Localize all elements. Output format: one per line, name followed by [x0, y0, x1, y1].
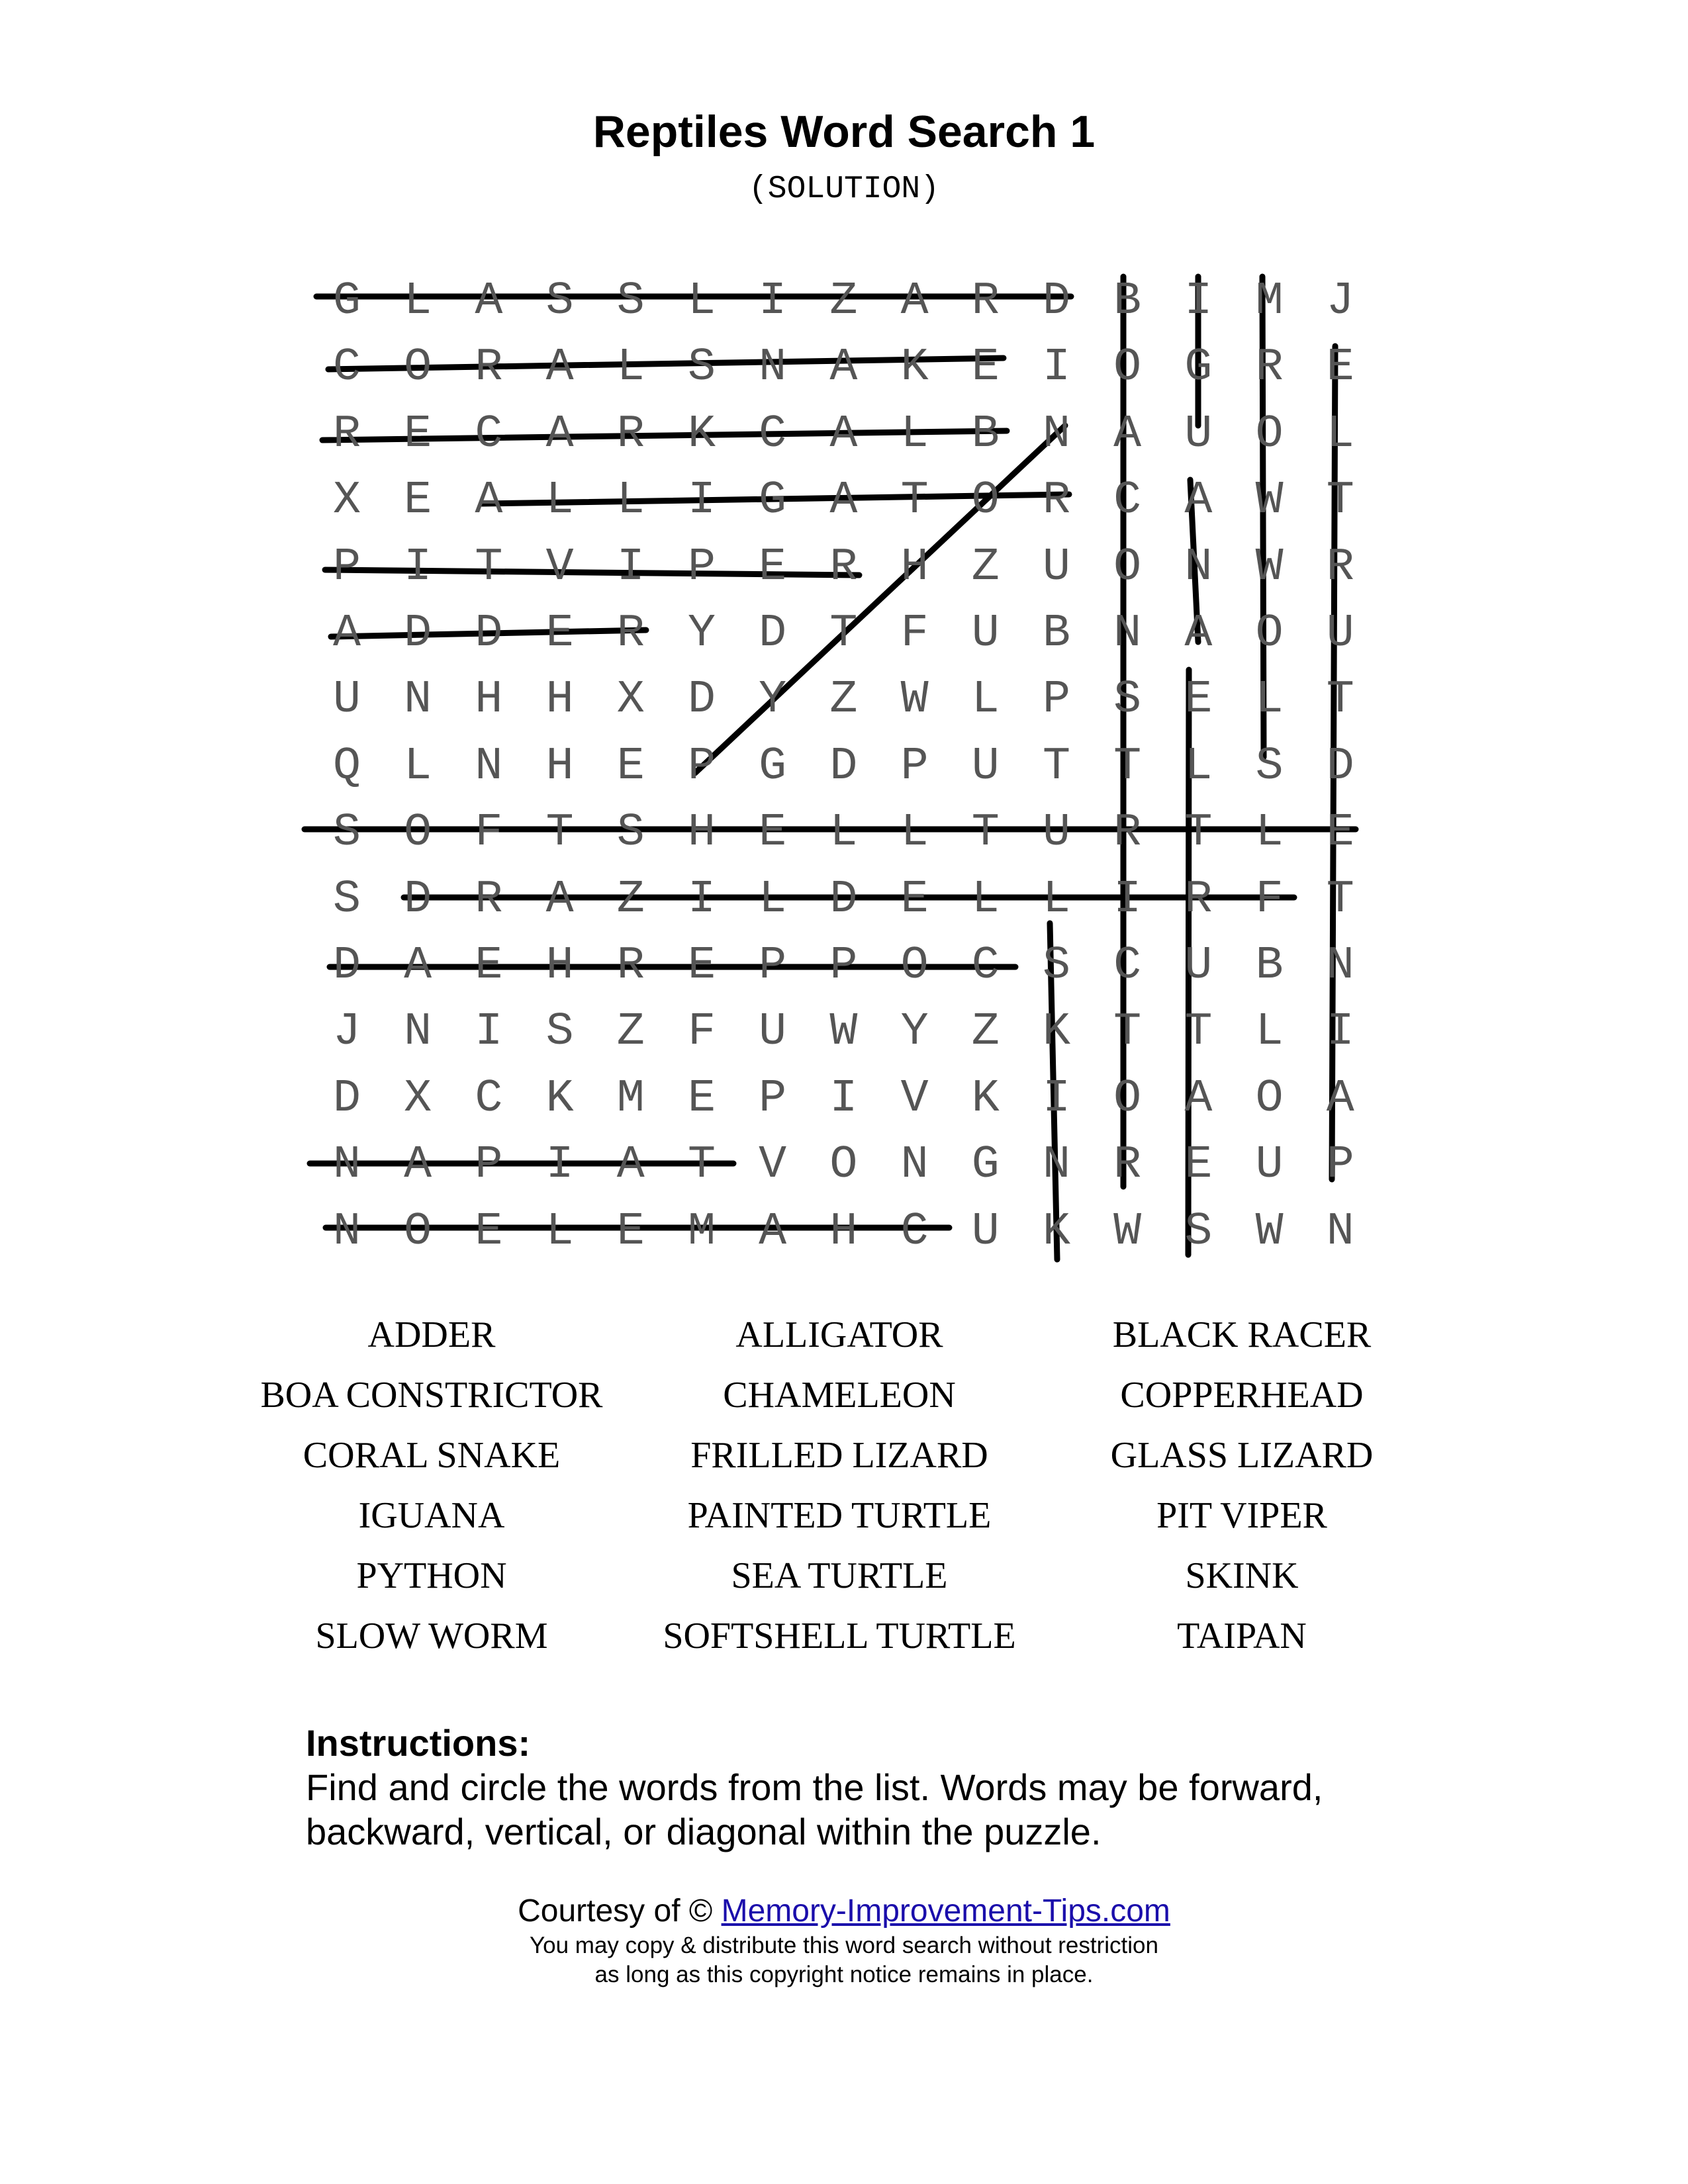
- grid-letter: Z: [616, 1006, 645, 1059]
- grid-letter: S: [332, 873, 361, 926]
- grid-letter: S: [545, 275, 574, 328]
- grid-letter: G: [971, 1139, 1000, 1192]
- grid-letter: L: [829, 807, 858, 860]
- grid-letter: O: [1113, 541, 1142, 594]
- grid-letter: I: [687, 873, 716, 926]
- word-list-row: [0, 1374, 1688, 1434]
- grid-letter: O: [1255, 608, 1284, 660]
- grid-letter: R: [1184, 873, 1213, 926]
- grid-letter: A: [545, 408, 574, 461]
- grid-letter: E: [1326, 341, 1354, 394]
- grid-letter: O: [829, 1139, 858, 1192]
- grid-letter: Z: [829, 275, 858, 328]
- grid-letter: E: [1326, 807, 1354, 860]
- grid-letter: S: [1255, 740, 1284, 793]
- grid-letter: L: [1042, 873, 1070, 926]
- grid-letter: H: [545, 740, 574, 793]
- grid-letter: G: [332, 275, 361, 328]
- page-subtitle: (SOLUTION): [748, 171, 940, 207]
- grid-letter: I: [1113, 873, 1142, 926]
- grid-letter: K: [971, 1072, 1000, 1125]
- grid-letter: R: [616, 408, 645, 461]
- grid-letter: E: [616, 1205, 645, 1258]
- word-list-item: ADDER: [367, 1314, 496, 1355]
- word-list-item: SKINK: [1185, 1555, 1299, 1596]
- grid-letter: L: [1255, 807, 1284, 860]
- grid-letter: D: [332, 1072, 361, 1125]
- grid-letter: V: [545, 541, 574, 594]
- grid-letter: T: [1184, 807, 1213, 860]
- grid-letter: U: [971, 1205, 1000, 1258]
- grid-letter: S: [616, 807, 645, 860]
- grid-letter: I: [1042, 1072, 1070, 1125]
- grid-letter: C: [332, 341, 361, 394]
- grid-letter: R: [971, 275, 1000, 328]
- grid-letter: C: [1113, 475, 1142, 527]
- grid-letter: X: [332, 475, 361, 527]
- word-list: [0, 1314, 1688, 1675]
- grid-letter: W: [1113, 1205, 1142, 1258]
- grid-letter: O: [404, 807, 432, 860]
- grid-letter: R: [1113, 807, 1142, 860]
- grid-letter: A: [332, 608, 361, 660]
- grid-letter: P: [900, 740, 929, 793]
- grid-letter: R: [616, 940, 645, 992]
- word-list-item: GLASS LIZARD: [1110, 1435, 1374, 1476]
- grid-letter: U: [1255, 1139, 1284, 1192]
- grid-letter: W: [1255, 1205, 1284, 1258]
- grid-letter: X: [616, 674, 645, 727]
- grid-letter: Y: [687, 608, 716, 660]
- grid-letter: T: [1113, 1006, 1142, 1059]
- grid-letter: L: [1326, 408, 1354, 461]
- grid-letter: L: [971, 873, 1000, 926]
- grid-letter: Q: [332, 740, 361, 793]
- word-list-item: BOA CONSTRICTOR: [260, 1375, 603, 1416]
- courtesy-prefix: Courtesy of ©: [518, 1893, 713, 1929]
- grid-letter: I: [475, 1006, 503, 1059]
- grid-letter: K: [900, 341, 929, 394]
- grid-letter: A: [1184, 475, 1213, 527]
- grid-letter: Z: [829, 674, 858, 727]
- grid-letter: B: [971, 408, 1000, 461]
- grid-letter: T: [687, 1139, 716, 1192]
- grid-letter: H: [900, 541, 929, 594]
- grid-letter: T: [545, 807, 574, 860]
- grid-letter: I: [1184, 275, 1213, 328]
- grid-letter: N: [332, 1205, 361, 1258]
- grid-letter: I: [759, 275, 787, 328]
- grid-letter: O: [1113, 341, 1142, 394]
- grid-letter: K: [687, 408, 716, 461]
- grid-letter: D: [332, 940, 361, 992]
- grid-letter: T: [1326, 674, 1354, 727]
- grid-letter: P: [687, 740, 716, 793]
- copyright-notice-line-2: as long as this copyright notice remains in place.: [594, 1962, 1094, 1987]
- word-list-item: TAIPAN: [1177, 1615, 1307, 1657]
- grid-letter: D: [475, 608, 503, 660]
- grid-letter: D: [404, 608, 432, 660]
- grid-letter: A: [616, 1139, 645, 1192]
- footer: [0, 1891, 1688, 1989]
- grid-letter: T: [900, 475, 929, 527]
- word-list-item: FRILLED LIZARD: [690, 1435, 988, 1476]
- grid-letter: N: [1326, 1205, 1354, 1258]
- grid-letter: R: [1326, 541, 1354, 594]
- grid-letter: A: [829, 475, 858, 527]
- grid-letter: N: [1326, 940, 1354, 992]
- word-list-item: SOFTSHELL TURTLE: [663, 1615, 1016, 1657]
- grid-letter: P: [759, 1072, 787, 1125]
- grid-letter: L: [404, 275, 432, 328]
- word-list-row: [0, 1555, 1688, 1615]
- grid-letter: L: [759, 873, 787, 926]
- grid-letter: X: [404, 1072, 432, 1125]
- grid-letter: L: [900, 408, 929, 461]
- grid-letter: A: [1184, 608, 1213, 660]
- word-list-item: CHAMELEON: [723, 1375, 956, 1416]
- grid-letter: L: [616, 475, 645, 527]
- grid-letter: Y: [759, 674, 787, 727]
- grid-letter: A: [829, 341, 858, 394]
- word-list-item: SEA TURTLE: [731, 1555, 948, 1596]
- grid-letter: G: [1184, 341, 1213, 394]
- grid-letter: Z: [971, 1006, 1000, 1059]
- grid-letter: O: [971, 475, 1000, 527]
- grid-letter: T: [1184, 1006, 1213, 1059]
- grid-letter: H: [829, 1205, 858, 1258]
- grid-letter: D: [687, 674, 716, 727]
- grid-letter: A: [545, 341, 574, 394]
- grid-letter: T: [829, 608, 858, 660]
- grid-letter: O: [1255, 408, 1284, 461]
- grid-letter: V: [759, 1139, 787, 1192]
- grid-letter: T: [475, 541, 503, 594]
- grid-letter: E: [759, 541, 787, 594]
- grid-letter: G: [759, 475, 787, 527]
- grid-letter: L: [545, 1205, 574, 1258]
- grid-letter: O: [1113, 1072, 1142, 1125]
- grid-letter: F: [1255, 873, 1284, 926]
- grid-letter: C: [475, 408, 503, 461]
- grid-letter: N: [1184, 541, 1213, 594]
- grid-letter: I: [545, 1139, 574, 1192]
- grid-letter: L: [404, 740, 432, 793]
- grid-letter: V: [900, 1072, 929, 1125]
- grid-letter: T: [1113, 740, 1142, 793]
- grid-letter: Z: [616, 873, 645, 926]
- grid-letter: U: [1326, 608, 1354, 660]
- grid-letter: E: [545, 608, 574, 660]
- page-title: Reptiles Word Search 1: [592, 107, 1096, 157]
- grid-letter: A: [1184, 1072, 1213, 1125]
- website-link[interactable]: Memory-Improvement-Tips.com: [721, 1893, 1170, 1929]
- grid-letter: H: [475, 674, 503, 727]
- grid-letter: D: [759, 608, 787, 660]
- grid-letter: R: [829, 541, 858, 594]
- grid-letter: S: [545, 1006, 574, 1059]
- grid-letter: N: [404, 674, 432, 727]
- grid-letter: P: [475, 1139, 503, 1192]
- grid-letter: Z: [971, 541, 1000, 594]
- grid-letter: C: [900, 1205, 929, 1258]
- word-list-row: [0, 1314, 1688, 1374]
- grid-letter: O: [404, 341, 432, 394]
- grid-letter: K: [545, 1072, 574, 1125]
- grid-letter: N: [900, 1139, 929, 1192]
- grid-letter: D: [829, 873, 858, 926]
- grid-letter: T: [1326, 475, 1354, 527]
- grid-letter: I: [687, 475, 716, 527]
- grid-letter: T: [1042, 740, 1070, 793]
- grid-letter: N: [1042, 1139, 1070, 1192]
- grid-letter: R: [616, 608, 645, 660]
- grid-letter: E: [900, 873, 929, 926]
- word-list-row: [0, 1615, 1688, 1675]
- grid-letter: P: [759, 940, 787, 992]
- grid-letter: A: [545, 873, 574, 926]
- grid-letter: J: [1326, 275, 1354, 328]
- word-list-item: COPPERHEAD: [1120, 1375, 1364, 1416]
- grid-letter: C: [475, 1072, 503, 1125]
- grid-letter: N: [332, 1139, 361, 1192]
- grid-letter: P: [829, 940, 858, 992]
- grid-letter: M: [687, 1205, 716, 1258]
- copyright-notice-line-1: You may copy & distribute this word search without restriction: [530, 1933, 1158, 1958]
- grid-letter: U: [332, 674, 361, 727]
- grid-letter: N: [1113, 608, 1142, 660]
- grid-letter: S: [616, 275, 645, 328]
- word-list-item: CORAL SNAKE: [303, 1435, 561, 1476]
- grid-letter: U: [971, 608, 1000, 660]
- grid-letter: L: [1255, 1006, 1284, 1059]
- grid-letter: L: [616, 341, 645, 394]
- word-list-row: [0, 1494, 1688, 1555]
- grid-letter: F: [475, 807, 503, 860]
- grid-letter: H: [545, 940, 574, 992]
- grid-letter: E: [1184, 1139, 1213, 1192]
- grid-letter: O: [404, 1205, 432, 1258]
- grid-letter: E: [759, 807, 787, 860]
- grid-letter: F: [687, 1006, 716, 1059]
- grid-letter: E: [687, 1072, 716, 1125]
- grid-letter: A: [475, 275, 503, 328]
- grid-letter: B: [1042, 608, 1070, 660]
- grid-letter: A: [475, 475, 503, 527]
- courtesy-line: [0, 1891, 1688, 1931]
- grid-letter: P: [1326, 1139, 1354, 1192]
- grid-letter: R: [475, 341, 503, 394]
- instructions-heading: Instructions:: [306, 1722, 531, 1764]
- grid-letter: S: [1184, 1205, 1213, 1258]
- grid-letter: U: [1184, 940, 1213, 992]
- grid-letter: B: [1113, 275, 1142, 328]
- grid-letter: T: [1326, 873, 1354, 926]
- grid-letter: U: [759, 1006, 787, 1059]
- grid-letter: W: [900, 674, 929, 727]
- grid-letter: E: [1184, 674, 1213, 727]
- instructions-text: Find and circle the words from the list. Words may be forward, backward, vertical, or diagonal within the puzzle.: [306, 1766, 1323, 1852]
- grid-letter: T: [971, 807, 1000, 860]
- grid-letter: R: [1042, 475, 1070, 527]
- word-list-item: BLACK RACER: [1112, 1314, 1372, 1355]
- grid-letter: D: [829, 740, 858, 793]
- grid-letter: J: [332, 1006, 361, 1059]
- grid-letter: L: [900, 807, 929, 860]
- grid-letter: U: [1042, 807, 1070, 860]
- grid-letter: E: [404, 408, 432, 461]
- grid-letter: M: [1255, 275, 1284, 328]
- grid-letter: B: [1255, 940, 1284, 992]
- grid-letter: A: [404, 940, 432, 992]
- grid-letter: D: [1326, 740, 1354, 793]
- grid-letter: I: [404, 541, 432, 594]
- instructions: [306, 1721, 1431, 1854]
- grid-letter: H: [687, 807, 716, 860]
- grid-letter: U: [971, 740, 1000, 793]
- grid-letter: F: [900, 608, 929, 660]
- grid-letter: L: [1184, 740, 1213, 793]
- grid-letter: I: [829, 1072, 858, 1125]
- grid-letter: I: [616, 541, 645, 594]
- grid-letter: E: [616, 740, 645, 793]
- grid-letter: E: [971, 341, 1000, 394]
- grid-letter: L: [545, 475, 574, 527]
- grid-letter: S: [1042, 940, 1070, 992]
- grid-letter: N: [759, 341, 787, 394]
- grid-letter: Y: [900, 1006, 929, 1059]
- grid-letter: D: [1042, 275, 1070, 328]
- grid-letter: R: [332, 408, 361, 461]
- grid-letter: M: [616, 1072, 645, 1125]
- grid-letter: I: [1042, 341, 1070, 394]
- grid-letter: W: [1255, 475, 1284, 527]
- grid-letter: N: [1042, 408, 1070, 461]
- word-list-item: ALLIGATOR: [735, 1314, 943, 1355]
- grid-letter: C: [1113, 940, 1142, 992]
- grid-letter: U: [1042, 541, 1070, 594]
- grid-letter: N: [404, 1006, 432, 1059]
- grid-letter: E: [687, 940, 716, 992]
- grid-letter: A: [1326, 1072, 1354, 1125]
- grid-letter: P: [332, 541, 361, 594]
- grid-letter: A: [404, 1139, 432, 1192]
- grid-letter: S: [332, 807, 361, 860]
- grid-letter: R: [1113, 1139, 1142, 1192]
- grid-letter: E: [475, 940, 503, 992]
- word-list-row: [0, 1434, 1688, 1494]
- grid-letter: C: [759, 408, 787, 461]
- grid-letter: P: [687, 541, 716, 594]
- grid-letter: E: [475, 1205, 503, 1258]
- grid-letter: S: [1113, 674, 1142, 727]
- grid-letter: W: [829, 1006, 858, 1059]
- grid-letter: L: [1255, 674, 1284, 727]
- grid-letter: L: [687, 275, 716, 328]
- grid-letter: N: [475, 740, 503, 793]
- grid-letter: P: [1042, 674, 1070, 727]
- grid-letter: U: [1184, 408, 1213, 461]
- word-list-item: SLOW WORM: [315, 1615, 548, 1657]
- grid-letter: A: [829, 408, 858, 461]
- grid-letter: A: [759, 1205, 787, 1258]
- grid-letter: O: [1255, 1072, 1284, 1125]
- grid-letter: A: [900, 275, 929, 328]
- grid-letter: A: [1113, 408, 1142, 461]
- grid-letter: I: [1326, 1006, 1354, 1059]
- grid-letter: C: [971, 940, 1000, 992]
- grid-letter: G: [759, 740, 787, 793]
- grid-letter: E: [404, 475, 432, 527]
- solution-strike-line: [695, 426, 1065, 773]
- word-list-item: PAINTED TURTLE: [687, 1495, 992, 1536]
- grid-letter: L: [971, 674, 1000, 727]
- grid-letter: R: [475, 873, 503, 926]
- grid-letter: W: [1255, 541, 1284, 594]
- grid-letter: K: [1042, 1006, 1070, 1059]
- word-list-item: PYTHON: [356, 1555, 507, 1596]
- grid-letter: K: [1042, 1205, 1070, 1258]
- word-list-item: PIT VIPER: [1156, 1495, 1327, 1536]
- grid-letter: H: [545, 674, 574, 727]
- grid-letter: D: [404, 873, 432, 926]
- grid-letter: S: [687, 341, 716, 394]
- grid-letter: O: [900, 940, 929, 992]
- grid-letter: R: [1255, 341, 1284, 394]
- word-list-item: IGUANA: [358, 1495, 505, 1536]
